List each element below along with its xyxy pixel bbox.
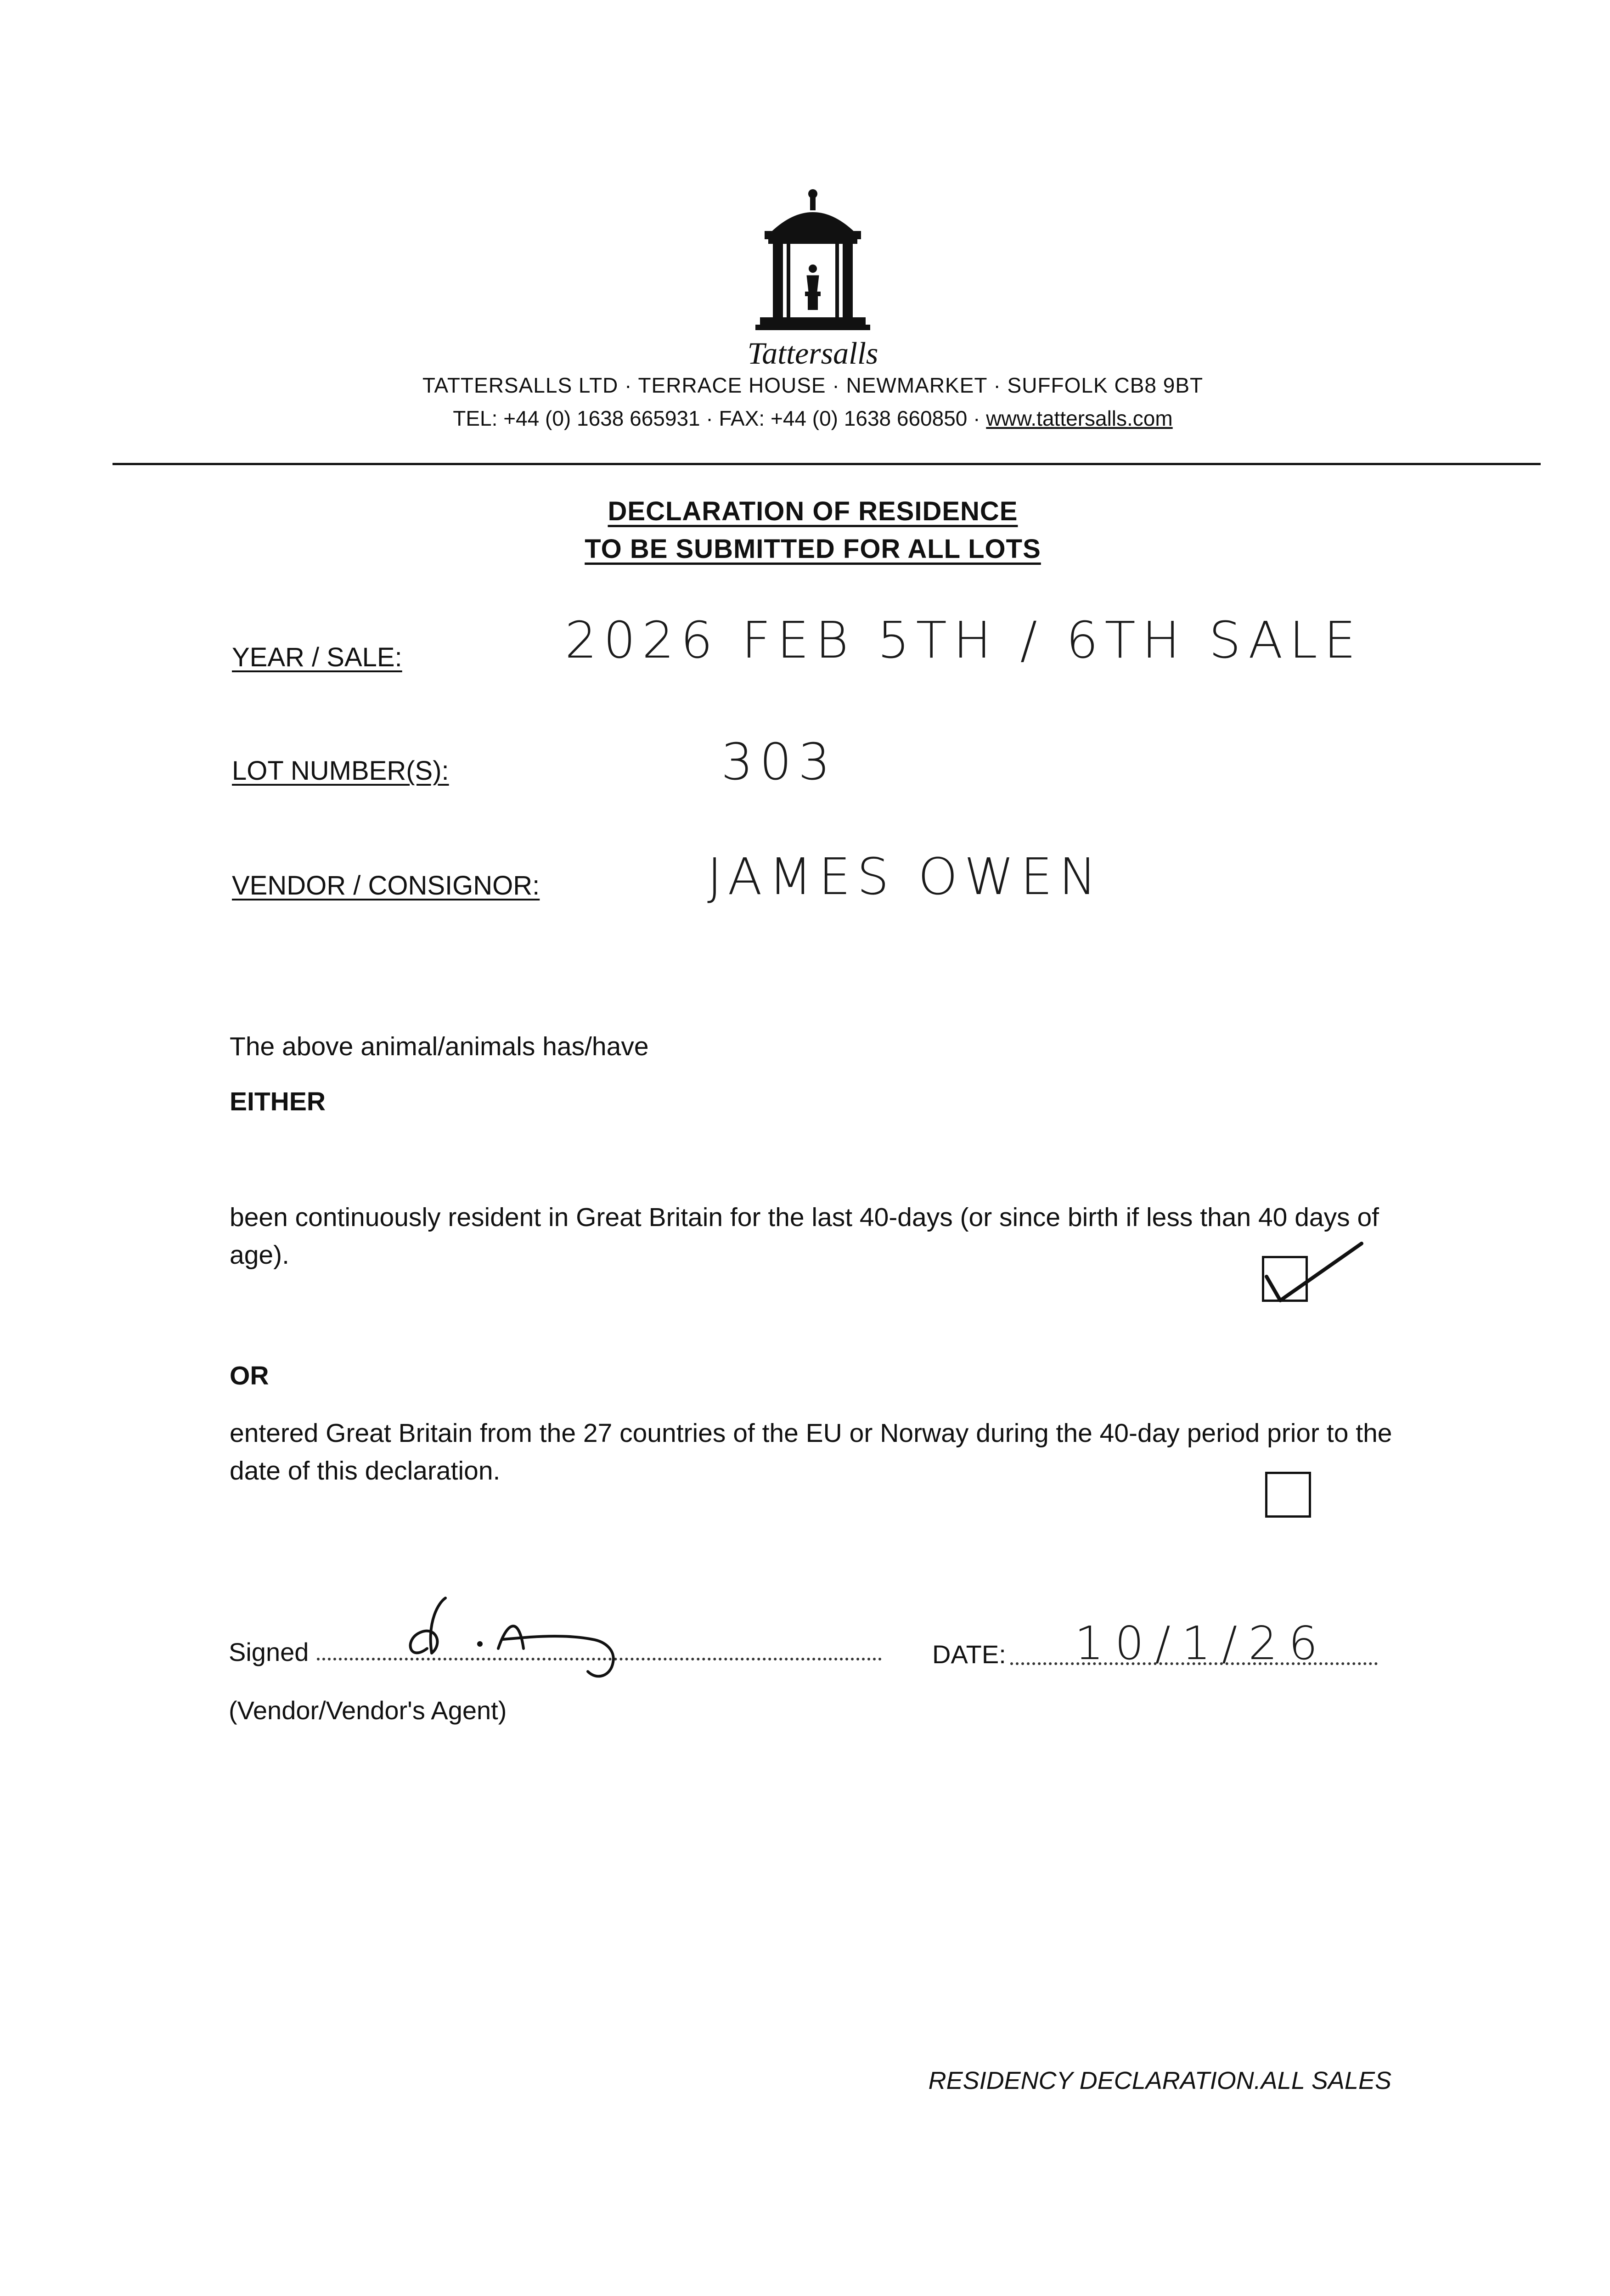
form-title-line2: TO BE SUBMITTED FOR ALL LOTS — [585, 534, 1041, 564]
form-title-line1: DECLARATION OF RESIDENCE — [608, 496, 1018, 526]
date-value[interactable]: 10/1/26 — [1075, 1616, 1329, 1670]
year-sale-label: YEAR / SALE: — [232, 642, 402, 672]
option2-checkbox[interactable] — [1265, 1472, 1311, 1518]
signed-sublabel: (Vendor/Vendor's Agent) — [229, 1696, 507, 1725]
lot-numbers-label: LOT NUMBER(S): — [232, 756, 449, 786]
option1-text: been continuously resident in Great Britain for the last 40-days (or since birth if less than 40 days of age). — [230, 1203, 1379, 1270]
vendor-value[interactable]: JAMES OWEN — [707, 847, 1103, 906]
vendor-label: VENDOR / CONSIGNOR: — [232, 871, 540, 900]
contact-numbers: TEL: +44 (0) 1638 665931 · FAX: +44 (0) 1638 660850 · — [453, 406, 986, 430]
year-sale-value[interactable]: 2026 FEB 5TH / 6TH SALE — [565, 611, 1362, 670]
website-link[interactable]: www.tattersalls.com — [986, 406, 1173, 430]
header-divider — [113, 463, 1541, 465]
brand-name: Tattersalls — [747, 336, 878, 371]
or-label: OR — [230, 1361, 269, 1390]
company-contact — [276, 406, 1350, 431]
signature-image — [400, 1593, 693, 1685]
intro-text: The above animal/animals has/have — [230, 1032, 649, 1061]
tattersalls-logo-icon — [755, 184, 870, 340]
signed-label: Signed — [229, 1638, 309, 1666]
checkmark-icon — [1258, 1235, 1368, 1309]
either-label: EITHER — [230, 1087, 326, 1116]
footer-text: RESIDENCY DECLARATION.ALL SALES — [928, 2067, 1391, 2094]
date-label: DATE: — [932, 1640, 1006, 1669]
option2-text: entered Great Britain from the 27 countries of the EU or Norway during the 40-day period prior to the date of this declaration. — [230, 1418, 1392, 1486]
lot-numbers-value[interactable]: 303 — [721, 732, 837, 791]
company-address: TATTERSALLS LTD · TERRACE HOUSE · NEWMARKET · SUFFOLK CB8 9BT — [422, 373, 1204, 397]
